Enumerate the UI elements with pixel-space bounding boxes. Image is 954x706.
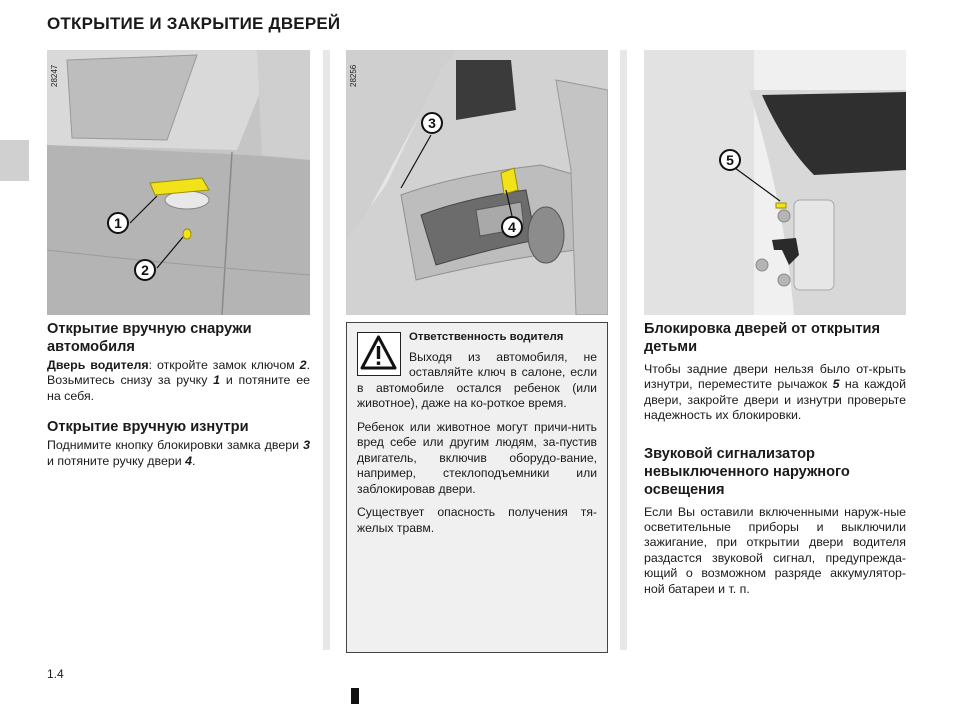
section-text-exterior xyxy=(47,358,310,404)
warning-text-2: Ребенок или животное могут причи-нить вред себе или другим людям, за-пустив двигатель, включив оборудо-вание, например, стеклоподъемники или заблокировав двери. xyxy=(357,419,597,496)
column-right xyxy=(644,320,906,597)
lead-driver-door: Дверь водителя xyxy=(47,358,149,372)
text: на каждой двери, закройте двери и изнутри проверьте надежность их блокировки. xyxy=(644,377,906,423)
ref-3: 3 xyxy=(303,438,310,453)
text: Поднимите кнопку блокировки замка двери xyxy=(47,438,304,453)
section-title-light-alarm: Звуковой сигнализатор невыключенного наружного освещения xyxy=(644,445,850,498)
callout-4: 4 xyxy=(501,216,523,238)
text: . xyxy=(192,453,196,468)
callout-2: 2 xyxy=(134,259,156,281)
callout-5: 5 xyxy=(719,149,741,171)
text: : откройте замок ключом xyxy=(148,358,300,372)
figure-exterior-handle xyxy=(47,50,310,315)
warning-text-1: Выходя из автомобиля, не оставляйте ключ в салоне, если в автомобиле остался ребенок (или животное), даже на ко-роткое время. xyxy=(357,349,597,410)
section-text-light-alarm: Если Вы оставили включенными наруж-ные осветительные приборы и выключили зажигание, при открытии двери водителя раздастся звуковой сигнал, предупрежда-ющий о возможном разряде аккумулятор-ной батареи и т. п. xyxy=(644,504,906,596)
text: и потяните ручку двери xyxy=(47,453,186,468)
column-divider xyxy=(620,50,627,650)
section-text-interior xyxy=(47,438,310,469)
warning-text-3: Существует опасность получения тя-желых травм. xyxy=(357,505,597,535)
figure-code: 28256 xyxy=(349,64,358,87)
section-text-child-lock xyxy=(644,362,906,424)
warning-triangle-icon xyxy=(357,332,401,376)
page-number: 1.4 xyxy=(47,667,64,681)
warning-box xyxy=(346,322,608,653)
ref-5: 5 xyxy=(832,377,840,392)
page-title: ОТКРЫТИЕ И ЗАКРЫТИЕ ДВЕРЕЙ xyxy=(47,14,341,33)
section-title-exterior: Открытие вручную снаружи автомобиля xyxy=(47,321,252,355)
section-title-child-lock: Блокировка дверей от открытия детьми xyxy=(644,321,881,355)
ref-2: 2 xyxy=(299,358,307,372)
figure-interior-door xyxy=(346,50,608,315)
text: Чтобы задние двери нельзя было от-крыть изнутри, переместите рычажок xyxy=(644,362,906,392)
callout-3: 3 xyxy=(421,112,443,134)
warning-title: Ответственность водителя xyxy=(409,331,564,343)
column-divider xyxy=(323,50,330,650)
ref-1: 1 xyxy=(213,373,221,388)
section-title-interior: Открытие вручную изнутри xyxy=(47,419,249,436)
text: . Возьмитесь снизу за ручку xyxy=(47,358,311,388)
section-tab xyxy=(0,140,29,181)
text: и потяните ее на себя. xyxy=(47,373,310,403)
footer-marker xyxy=(351,688,359,704)
figure-child-lock xyxy=(644,50,906,315)
callout-1: 1 xyxy=(107,212,129,234)
column-left xyxy=(47,320,310,469)
figure-code: 28247 xyxy=(50,64,59,87)
ref-4: 4 xyxy=(185,453,193,468)
